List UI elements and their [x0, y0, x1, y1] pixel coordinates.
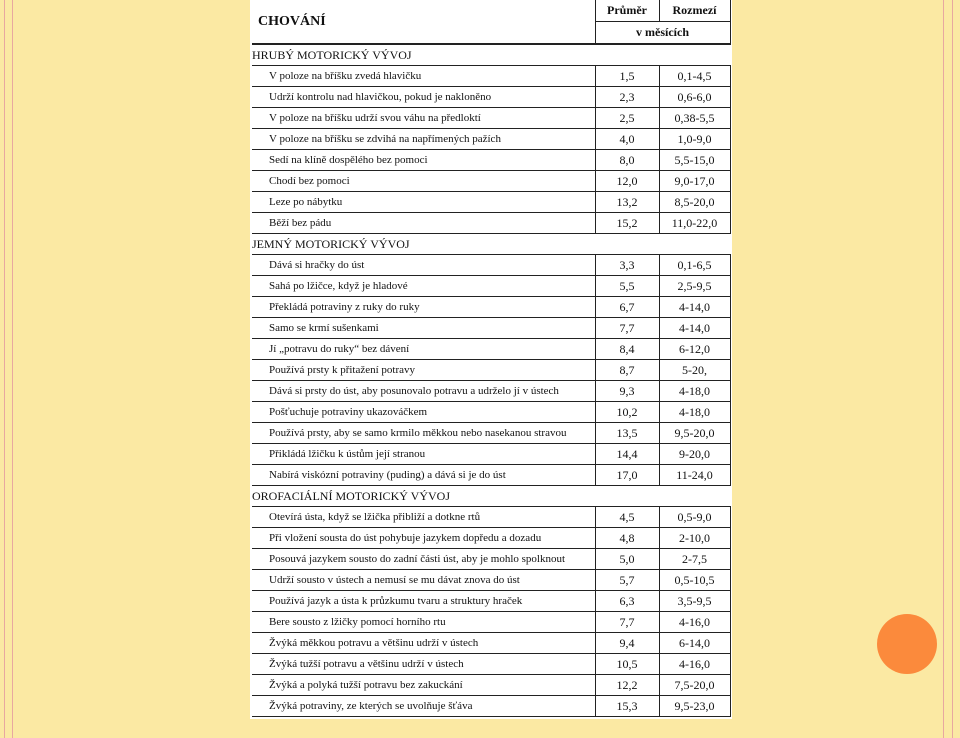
section-header — [252, 234, 730, 255]
average-value: 15,2 — [595, 213, 659, 234]
behavior-label: Používá prsty, aby se samo krmilo měkkou nebo nasekanou stravou — [252, 423, 595, 444]
table-row — [252, 444, 730, 465]
average-value: 10,5 — [595, 654, 659, 675]
average-value: 10,2 — [595, 402, 659, 423]
average-value: 5,0 — [595, 549, 659, 570]
behavior-label: Používá jazyk a ústa k průzkumu tvaru a struktury hraček — [252, 591, 595, 612]
table-row — [252, 465, 730, 486]
table-row — [252, 549, 730, 570]
range-value: 6-14,0 — [659, 633, 730, 654]
slide-frame-left — [4, 0, 13, 738]
range-value: 0,5-9,0 — [659, 507, 730, 528]
range-value: 11-24,0 — [659, 465, 730, 486]
behavior-label: Jí „potravu do ruky“ bez dávení — [252, 339, 595, 360]
range-value: 5-20, — [659, 360, 730, 381]
table-row — [252, 66, 730, 87]
behavior-label: Nabírá viskózní potraviny (puding) a dává si je do úst — [252, 465, 595, 486]
table-row — [252, 402, 730, 423]
section-header — [252, 44, 730, 66]
average-value: 6,3 — [595, 591, 659, 612]
average-value: 9,4 — [595, 633, 659, 654]
behavior-label: Chodí bez pomoci — [252, 171, 595, 192]
section-header — [252, 486, 730, 507]
behavior-label: Žvýká potraviny, ze kterých se uvolňuje šťáva — [252, 696, 595, 717]
average-value: 4,0 — [595, 129, 659, 150]
behavior-label: Při vložení sousta do úst pohybuje jazykem dopředu a dozadu — [252, 528, 595, 549]
range-value: 2-10,0 — [659, 528, 730, 549]
behavior-label: V poloze na bříšku se zdvihá na napřímených pažích — [252, 129, 595, 150]
average-value: 6,7 — [595, 297, 659, 318]
average-value: 5,7 — [595, 570, 659, 591]
range-value: 4-14,0 — [659, 318, 730, 339]
behavior-label: Leze po nábytku — [252, 192, 595, 213]
behavior-label: Žvýká tužší potravu a většinu udrží v ústech — [252, 654, 595, 675]
average-value: 12,2 — [595, 675, 659, 696]
table-row — [252, 150, 730, 171]
range-value: 0,1-4,5 — [659, 66, 730, 87]
behavior-label: Bere sousto z lžičky pomocí horního rtu — [252, 612, 595, 633]
average-value: 13,5 — [595, 423, 659, 444]
table-row — [252, 570, 730, 591]
decorative-circle — [877, 614, 937, 674]
behavior-label: Dává si prsty do úst, aby posunovalo potravu a udrželo jí v ústech — [252, 381, 595, 402]
range-value: 0,1-6,5 — [659, 255, 730, 276]
average-value: 4,8 — [595, 528, 659, 549]
average-value: 4,5 — [595, 507, 659, 528]
range-value: 4-14,0 — [659, 297, 730, 318]
table-title: CHOVÁNÍ — [252, 0, 595, 44]
range-value: 8,5-20,0 — [659, 192, 730, 213]
average-value: 8,4 — [595, 339, 659, 360]
range-value: 4-16,0 — [659, 612, 730, 633]
table-row — [252, 423, 730, 444]
range-value: 0,6-6,0 — [659, 87, 730, 108]
section-title: JEMNÝ MOTORICKÝ VÝVOJ — [252, 234, 730, 255]
range-value: 4-18,0 — [659, 402, 730, 423]
average-value: 2,3 — [595, 87, 659, 108]
range-value: 4-16,0 — [659, 654, 730, 675]
range-value: 1,0-9,0 — [659, 129, 730, 150]
average-value: 3,3 — [595, 255, 659, 276]
average-value: 9,3 — [595, 381, 659, 402]
range-value: 9-20,0 — [659, 444, 730, 465]
column-header-range: Rozmezí — [659, 0, 730, 22]
table-row — [252, 507, 730, 528]
average-value: 5,5 — [595, 276, 659, 297]
behavior-label: Otevírá ústa, když se lžička přibliží a dotkne rtů — [252, 507, 595, 528]
behavior-label: Samo se krmí sušenkami — [252, 318, 595, 339]
table-row — [252, 612, 730, 633]
table-sheet — [250, 0, 732, 719]
behavior-label: Žvýká měkkou potravu a většinu udrží v ústech — [252, 633, 595, 654]
behavior-label: Udrží sousto v ústech a nemusí se mu dávat znova do úst — [252, 570, 595, 591]
behavior-label: Přikládá lžičku k ústům její stranou — [252, 444, 595, 465]
table-row — [252, 129, 730, 150]
table-row — [252, 675, 730, 696]
column-header-average: Průměr — [595, 0, 659, 22]
table-row — [252, 360, 730, 381]
table-row — [252, 192, 730, 213]
behavior-label: V poloze na bříšku udrží svou váhu na předloktí — [252, 108, 595, 129]
range-value: 2,5-9,5 — [659, 276, 730, 297]
table-row — [252, 654, 730, 675]
behavior-label: Sahá po lžičce, když je hladové — [252, 276, 595, 297]
average-value: 2,5 — [595, 108, 659, 129]
slide-frame-right — [943, 0, 953, 738]
behavior-label: V poloze na bříšku zvedá hlavičku — [252, 66, 595, 87]
range-value: 4-18,0 — [659, 381, 730, 402]
behavior-label: Používá prsty k přitažení potravy — [252, 360, 595, 381]
range-value: 11,0-22,0 — [659, 213, 730, 234]
range-value: 0,5-10,5 — [659, 570, 730, 591]
table-row — [252, 108, 730, 129]
range-value: 9,5-20,0 — [659, 423, 730, 444]
average-value: 7,7 — [595, 318, 659, 339]
table-row — [252, 591, 730, 612]
range-value: 5,5-15,0 — [659, 150, 730, 171]
average-value: 1,5 — [595, 66, 659, 87]
range-value: 0,38-5,5 — [659, 108, 730, 129]
behavior-label: Posouvá jazykem sousto do zadní části úst, aby je mohlo spolknout — [252, 549, 595, 570]
behavior-label: Běží bez pádu — [252, 213, 595, 234]
average-value: 12,0 — [595, 171, 659, 192]
table-row — [252, 381, 730, 402]
behavior-label: Překládá potraviny z ruky do ruky — [252, 297, 595, 318]
table-row — [252, 87, 730, 108]
behavior-label: Sedí na klíně dospělého bez pomoci — [252, 150, 595, 171]
development-table — [252, 0, 731, 717]
behavior-label: Žvýká a polyká tužší potravu bez zakuckání — [252, 675, 595, 696]
average-value: 15,3 — [595, 696, 659, 717]
table-row — [252, 171, 730, 192]
range-value: 6-12,0 — [659, 339, 730, 360]
range-value: 9,5-23,0 — [659, 696, 730, 717]
table-row — [252, 633, 730, 654]
average-value: 8,7 — [595, 360, 659, 381]
average-value: 14,4 — [595, 444, 659, 465]
table-row — [252, 339, 730, 360]
table-row — [252, 276, 730, 297]
table-row — [252, 696, 730, 717]
table-row — [252, 318, 730, 339]
range-value: 3,5-9,5 — [659, 591, 730, 612]
range-value: 9,0-17,0 — [659, 171, 730, 192]
behavior-label: Udrží kontrolu nad hlavičkou, pokud je nakloněno — [252, 87, 595, 108]
table-row — [252, 255, 730, 276]
behavior-label: Dává si hračky do úst — [252, 255, 595, 276]
behavior-label: Pošťuchuje potraviny ukazováčkem — [252, 402, 595, 423]
section-title: HRUBÝ MOTORICKÝ VÝVOJ — [252, 44, 730, 66]
average-value: 8,0 — [595, 150, 659, 171]
average-value: 7,7 — [595, 612, 659, 633]
section-title: OROFACIÁLNÍ MOTORICKÝ VÝVOJ — [252, 486, 730, 507]
table-row — [252, 213, 730, 234]
average-value: 13,2 — [595, 192, 659, 213]
table-row — [252, 528, 730, 549]
average-value: 17,0 — [595, 465, 659, 486]
range-value: 2-7,5 — [659, 549, 730, 570]
column-unit: v měsících — [595, 22, 730, 45]
table-row — [252, 297, 730, 318]
range-value: 7,5-20,0 — [659, 675, 730, 696]
